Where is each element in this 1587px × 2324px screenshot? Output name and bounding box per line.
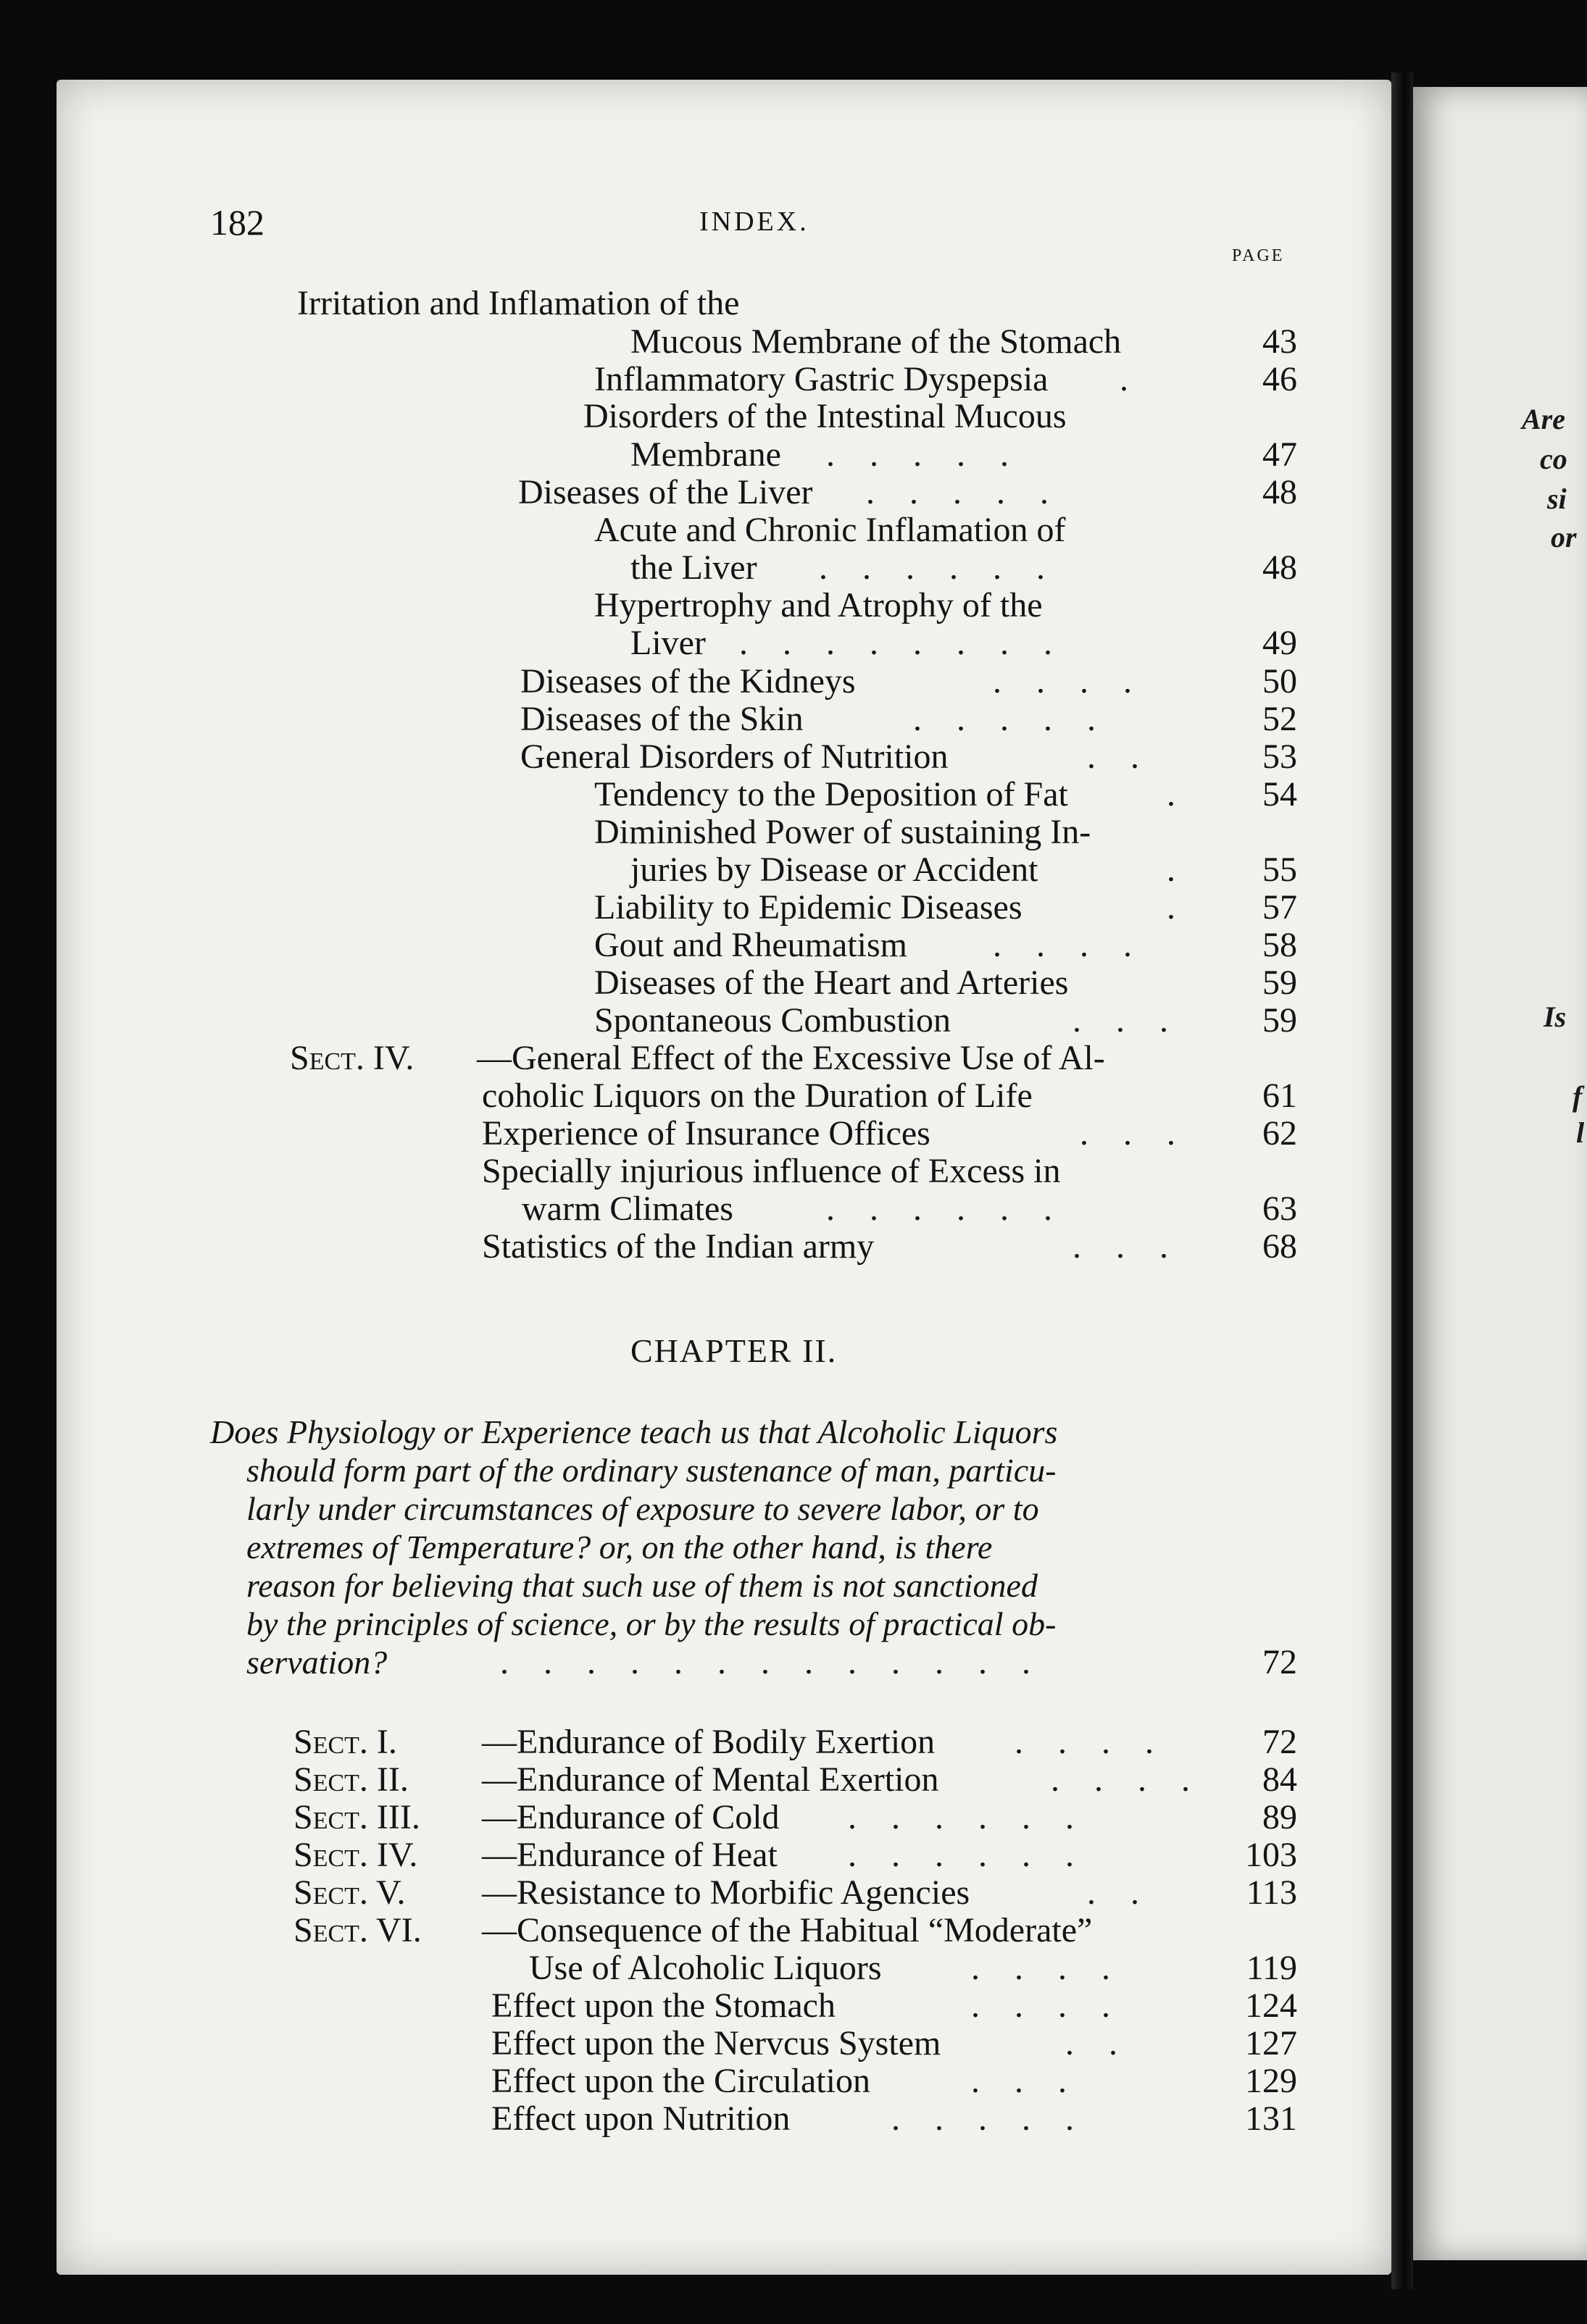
leader-dots: . . . . [1051,1760,1203,1799]
page-ref: 72 [1262,1643,1297,1681]
entry-text: Effect upon the Nervcus System [491,2024,941,2062]
page-ref: 46 [1262,360,1297,398]
running-title: INDEX. [699,206,809,237]
page-ref: 59 [1262,1001,1297,1040]
page-ref: 48 [1262,548,1297,587]
page-ref: 52 [1262,700,1297,738]
page-ref: 131 [1245,2099,1297,2138]
leader-dots: . . . . . [913,700,1109,738]
page-ref: 59 [1262,964,1297,1002]
leader-dots: . . [1087,1873,1152,1912]
page-ref: 53 [1262,737,1297,776]
entry-text: coholic Liquors on the Duration of Life [482,1077,1033,1115]
question-line: Does Physiology or Experience teach us that Alcoholic Liquors [210,1413,1058,1450]
leader-dots: . [1167,888,1188,927]
entry-text: Irritation and Inflamation of the [297,284,740,322]
entry-text: Use of Alcoholic Liquors [529,1949,882,1987]
page-ref: 47 [1262,435,1297,474]
facing-fragment: Is [1544,1000,1567,1033]
entry-text: Diminished Power of sustaining In- [594,813,1091,851]
entry-text: —Endurance of Mental Exertion [482,1760,939,1799]
page-ref: 113 [1246,1873,1297,1912]
entry-text: Acute and Chronic Inflamation of [594,511,1066,549]
book-spine [1391,72,1413,2289]
entry-text: Spontaneous Combustion [594,1001,951,1040]
entry-text: Effect upon the Circulation [491,2062,870,2100]
leader-dots: . . . . . [826,435,1022,474]
entry-text: —Consequence of the Habitual “Moderate” [482,1911,1093,1949]
leader-dots: . . [1065,2024,1130,2062]
leader-dots: . [1167,775,1188,814]
leader-dots: . . . [1072,1001,1181,1040]
leader-dots: . . . . . . [819,548,1058,587]
leader-dots: . . . . . . [848,1798,1087,1836]
entry-text: Effect upon Nutrition [491,2099,791,2138]
entry-text: Liver [630,624,706,662]
leader-dots: . [1120,360,1141,398]
section-label: Sect. I. [293,1723,397,1761]
question-line: reason for believing that such use of them is not sanctioned [246,1567,1038,1604]
entry-text: Effect upon the Stomach [491,1986,836,2025]
page-ref: 62 [1262,1114,1297,1153]
question-line: by the principles of science, or by the results of practical ob- [246,1605,1057,1642]
page-ref: 61 [1262,1077,1297,1115]
question-line: larly under circumstances of exposure to severe labor, or to [246,1490,1039,1527]
section-label: Sect. V. [293,1873,406,1912]
facing-fragment: co [1540,443,1567,475]
section-label: Sect. IV. [290,1039,415,1077]
leader-dots: . . . . . [891,2099,1087,2138]
page-ref: 43 [1262,322,1297,361]
page-ref: 103 [1245,1836,1297,1874]
entry-text: Statistics of the Indian army [482,1227,875,1266]
page-ref: 127 [1245,2024,1297,2062]
entry-text: General Disorders of Nutrition [520,737,949,776]
leader-dots: . . . . [993,662,1145,701]
entry-text: —Endurance of Heat [482,1836,778,1874]
entry-text: Mucous Membrane of the Stomach [630,322,1122,361]
entry-text: Inflammatory Gastric Dyspepsia [594,360,1049,398]
entry-text: the Liver [630,548,757,587]
section-label: Sect. III. [293,1798,420,1836]
question-line: extremes of Temperature? or, on the other hand, is there [246,1529,993,1566]
leader-dots: . . . . [1015,1723,1167,1761]
entry-text: Diseases of the Heart and Arteries [594,964,1069,1002]
page-ref: 54 [1262,775,1297,814]
entry-text: Diseases of the Kidneys [520,662,856,701]
leader-dots: . . . . . . [826,1190,1065,1228]
question-line: servation? [246,1644,388,1681]
entry-text: —General Effect of the Excessive Use of Al- [477,1039,1105,1077]
entry-text: warm Climates [522,1190,733,1228]
entry-text: —Resistance to Morbific Agencies [482,1873,970,1912]
chapter-heading: CHAPTER II. [630,1332,838,1369]
entry-text: Experience of Insurance Offices [482,1114,930,1153]
leader-dots: . . . . . . . . . . . . . [500,1643,1044,1681]
page-column-label: PAGE [1232,246,1285,265]
facing-fragment: Are [1522,403,1565,435]
page-ref: 50 [1262,662,1297,701]
entry-text: Gout and Rheumatism [594,926,907,964]
entry-text: Liability to Epidemic Diseases [594,888,1022,927]
page-ref: 68 [1262,1227,1297,1266]
page-number: 182 [210,202,264,243]
leader-dots: . . . . [993,926,1145,964]
entry-text: Specially injurious influence of Excess in [482,1152,1061,1190]
page-ref: 89 [1262,1798,1297,1836]
page-ref: 58 [1262,926,1297,964]
leader-dots: . . . . . . [848,1836,1087,1874]
facing-fragment: or [1551,521,1577,553]
question-line: should form part of the ordinary sustenance of man, particu- [246,1452,1057,1489]
leader-dots: . . . . [971,1949,1123,1987]
page-ref: 119 [1246,1949,1297,1987]
leader-dots: . . . . . [866,473,1062,511]
entry-text: —Endurance of Bodily Exertion [482,1723,936,1761]
entry-text: Membrane [630,435,781,474]
page-ref: 57 [1262,888,1297,927]
leader-dots: . . . [1080,1114,1188,1153]
page-ref: 129 [1245,2062,1297,2100]
page-ref: 49 [1262,624,1297,662]
section-label: Sect. VI. [293,1911,422,1949]
leader-dots: . . . . [971,1986,1123,2025]
facing-fragment: f [1573,1080,1583,1113]
facing-fragment: si [1547,482,1567,515]
page-ref: 55 [1262,850,1297,889]
page-ref: 63 [1262,1190,1297,1228]
leader-dots: . . . . . . . . [739,624,1065,662]
leader-dots: . . . [971,2062,1080,2100]
page-ref: 72 [1262,1723,1297,1761]
page-ref: 124 [1245,1986,1297,2025]
entry-text: Diseases of the Skin [520,700,804,738]
page-ref: 48 [1262,473,1297,511]
leader-dots: . . . [1072,1227,1181,1266]
leader-dots: . [1167,850,1188,889]
section-label: Sect. II. [293,1760,409,1799]
page-ref: 84 [1262,1760,1297,1799]
entry-text: juries by Disease or Accident [630,850,1038,889]
entry-text: Tendency to the Deposition of Fat [594,775,1068,814]
leader-dots: . . [1087,737,1152,776]
entry-text: —Endurance of Cold [482,1798,780,1836]
facing-fragment: l [1576,1116,1585,1149]
entry-text: Hypertrophy and Atrophy of the [594,586,1043,624]
entry-text: Disorders of the Intestinal Mucous [583,397,1067,435]
section-label: Sect. IV. [293,1836,418,1874]
entry-text: Diseases of the Liver [518,473,813,511]
